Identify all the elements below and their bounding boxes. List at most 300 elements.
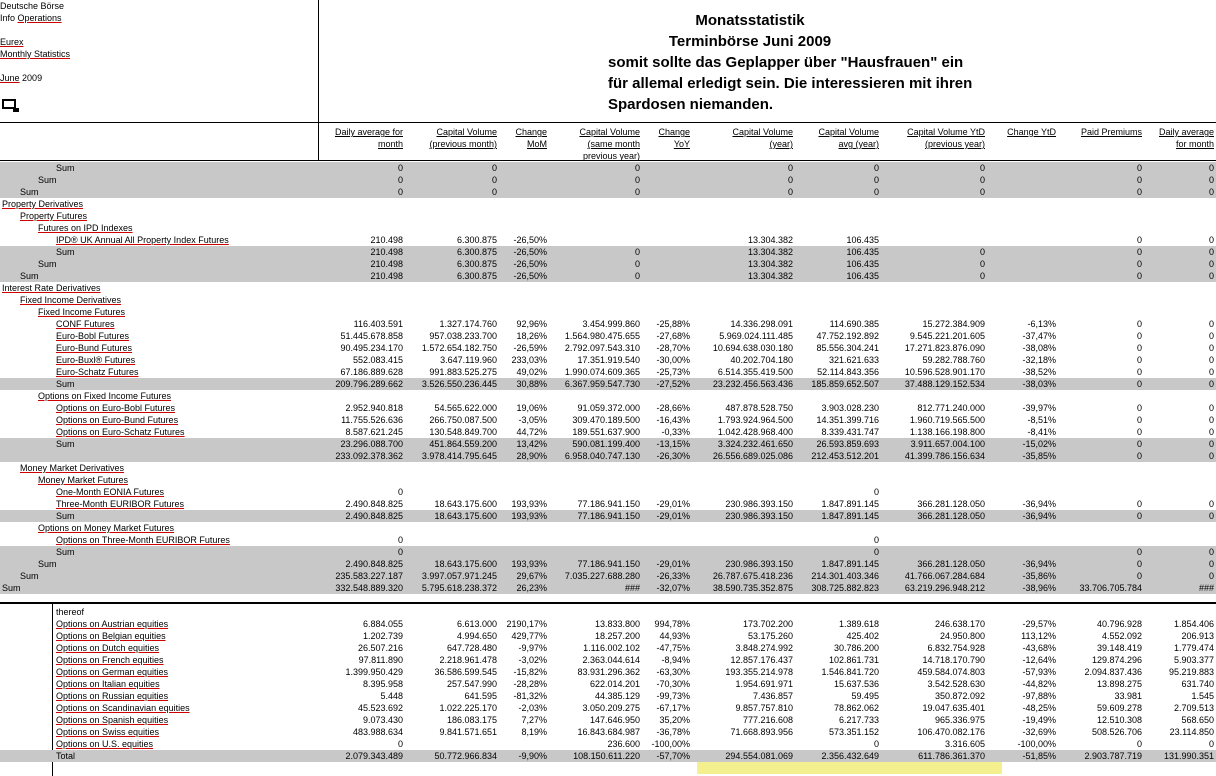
column-header: [881, 126, 985, 150]
cell-value: 0: [1208, 259, 1214, 269]
org-name: Deutsche Börse: [0, 1, 65, 11]
cell-value: 0: [787, 175, 793, 185]
cell-value: -70,30%: [656, 679, 690, 689]
cell-value: 209.796.289.662: [335, 379, 403, 389]
table-row: [0, 498, 1216, 510]
row-label: Sum: [20, 571, 39, 581]
cell-value: 18.643.175.600: [434, 559, 497, 569]
cell-value: 647.728.480: [446, 643, 497, 653]
cell-value: 210.498: [370, 259, 403, 269]
row-label[interactable]: Euro-Buxl® Futures: [56, 355, 136, 365]
cell-value: 2.490.848.825: [345, 559, 403, 569]
table-row: [0, 210, 1216, 222]
row-label[interactable]: Options on Money Market Futures: [38, 523, 175, 533]
cell-value: -26,59%: [513, 343, 547, 353]
cell-value: 0: [1136, 259, 1142, 269]
cell-value: 366.281.128.050: [917, 511, 985, 521]
row-label[interactable]: Property Derivatives: [2, 199, 84, 209]
cell-value: 0: [1208, 271, 1214, 281]
row-label[interactable]: Options on Scandinavian equities: [56, 703, 190, 713]
cell-value: 0: [491, 175, 497, 185]
cell-value: 0: [634, 247, 640, 257]
cell-value: 366.281.128.050: [917, 559, 985, 569]
cell-value: 0: [979, 259, 985, 269]
cell-value: -100,00%: [651, 739, 690, 749]
cell-value: 193,93%: [511, 559, 547, 569]
row-label[interactable]: IPD® UK Annual All Property Index Futures: [56, 235, 229, 245]
cell-value: 6.300.875: [456, 271, 497, 281]
cell-value: 0: [873, 187, 879, 197]
title-line-5: Spardosen niemanden.: [608, 96, 774, 113]
cell-value: 2.903.787.719: [1084, 751, 1142, 761]
cell-value: 6.217.733: [838, 715, 879, 725]
cell-value: 8,19%: [521, 727, 547, 737]
table-row: [0, 414, 1216, 426]
cell-value: 0: [1136, 355, 1142, 365]
cell-value: 33.981: [1114, 691, 1142, 701]
table-row: [0, 174, 1216, 186]
cell-value: 0: [397, 739, 403, 749]
table-row: [0, 534, 1216, 546]
row-label[interactable]: Euro-Bobl Futures: [56, 331, 130, 341]
cell-value: 0: [1136, 415, 1142, 425]
cell-value: 0: [1136, 427, 1142, 437]
cell-value: 0: [1136, 343, 1142, 353]
cell-value: 13.304.382: [747, 235, 793, 245]
table-row: [0, 186, 1216, 198]
table-row: [0, 630, 1216, 642]
cell-value: 114.690.385: [829, 319, 879, 329]
row-label[interactable]: Options on French equities: [56, 655, 164, 665]
cell-value: 40.796.928: [1096, 619, 1142, 629]
cell-value: 0: [1136, 247, 1142, 257]
cell-value: 0: [1208, 403, 1214, 413]
header-rule-top: [0, 122, 1216, 123]
cell-value: 0: [491, 187, 497, 197]
cell-value: -48,25%: [1022, 703, 1056, 713]
row-label[interactable]: Futures on IPD Indexes: [38, 223, 133, 233]
cell-value: 2.490.848.825: [345, 511, 403, 521]
row-label[interactable]: Options on German equities: [56, 667, 169, 677]
cell-value: 5.795.618.238.372: [421, 583, 497, 593]
cell-value: 1.990.074.609.365: [564, 367, 640, 377]
cell-value: 1.546.841.720: [821, 667, 879, 677]
table-row: [0, 438, 1216, 450]
cell-value: 631.740: [1181, 679, 1214, 689]
cell-value: 50.772.966.834: [434, 751, 497, 761]
monthly-statistics-label[interactable]: Monthly Statistics: [0, 49, 71, 59]
row-label[interactable]: Fixed Income Derivatives: [20, 295, 122, 305]
cell-value: 1.564.980.475.655: [564, 331, 640, 341]
row-label[interactable]: Options on Three-Month EURIBOR Futures: [56, 535, 230, 545]
cell-value: 0: [1136, 187, 1142, 197]
cell-value: 429,77%: [511, 631, 547, 641]
cell-value: 0: [1136, 319, 1142, 329]
column-header-line: Capital Volume: [436, 127, 497, 137]
table-row: [0, 726, 1216, 738]
cell-value: 13.833.800: [594, 619, 640, 629]
cell-value: -35,85%: [1022, 451, 1056, 461]
cell-value: 257.547.990: [446, 679, 497, 689]
cell-value: 1.847.891.145: [821, 499, 879, 509]
cell-value: 0: [1208, 247, 1214, 257]
cell-value: 1.545: [1191, 691, 1214, 701]
left-header: [0, 0, 318, 122]
cell-value: 47.752.192.892: [816, 331, 879, 341]
row-label: Sum: [56, 379, 75, 389]
column-header-line: MoM: [527, 139, 547, 149]
cell-value: 8.395.958: [362, 679, 403, 689]
cell-value: 6.300.875: [456, 259, 497, 269]
table-row: [0, 378, 1216, 390]
cell-value: -38,52%: [1022, 367, 1056, 377]
row-label: Sum: [38, 175, 57, 185]
eurex-label[interactable]: Eurex: [0, 37, 24, 47]
cell-value: -38,08%: [1022, 343, 1056, 353]
cell-value: 116.403.591: [353, 319, 403, 329]
table-row: [0, 522, 1216, 534]
cell-value: 206.913: [1181, 631, 1214, 641]
row-label: Sum: [2, 583, 21, 593]
table-row: [0, 546, 1216, 558]
cell-value: 1.854.406: [1173, 619, 1214, 629]
cell-value: 7.035.227.688.280: [564, 571, 640, 581]
row-label: Sum: [56, 163, 75, 173]
cell-value: 3.316.605: [944, 739, 985, 749]
table-row: [0, 618, 1216, 630]
row-label[interactable]: Property Futures: [20, 211, 88, 221]
cell-value: -81,32%: [513, 691, 547, 701]
cell-value: 459.584.074.803: [917, 667, 985, 677]
cell-value: 35,20%: [659, 715, 690, 725]
cell-value: -30,00%: [656, 355, 690, 365]
column-header-line: Change YtD: [1007, 127, 1056, 137]
row-label: Sum: [56, 547, 75, 557]
table-row: [0, 702, 1216, 714]
cell-value: 321.621.633: [828, 355, 879, 365]
print-icon[interactable]: [2, 98, 20, 114]
cell-value: 0: [1208, 367, 1214, 377]
column-header: [642, 126, 690, 150]
thereof-label: thereof: [56, 607, 85, 617]
table-row: [0, 750, 1216, 762]
row-label[interactable]: Options on Fixed Income Futures: [38, 391, 172, 401]
cell-value: 0: [1136, 367, 1142, 377]
cell-value: -26,50%: [513, 271, 547, 281]
table-row: [0, 678, 1216, 690]
cell-value: -37,47%: [1022, 331, 1056, 341]
cell-value: 210.498: [370, 271, 403, 281]
row-label[interactable]: Money Market Futures: [38, 475, 129, 485]
row-label[interactable]: Options on Euro-Bund Futures: [56, 415, 179, 425]
row-label[interactable]: Options on Euro-Bobl Futures: [56, 403, 176, 413]
title-block: [600, 10, 1020, 115]
cell-value: 26,23%: [516, 583, 547, 593]
cell-value: 965.336.975: [934, 715, 985, 725]
cell-value: 10.694.638.030.180: [712, 343, 793, 353]
row-label[interactable]: Euro-Schatz Futures: [56, 367, 139, 377]
cell-value: 0: [1208, 235, 1214, 245]
table-row: [0, 450, 1216, 462]
cell-value: 147.646.950: [589, 715, 640, 725]
row-label[interactable]: Three-Month EURIBOR Futures: [56, 499, 185, 509]
cell-value: -28,66%: [656, 403, 690, 413]
cell-value: -26,50%: [513, 247, 547, 257]
cell-value: 308.725.882.823: [811, 583, 879, 593]
cell-value: 5.969.024.111.485: [719, 331, 793, 341]
table-row: [0, 258, 1216, 270]
cell-value: 0: [634, 271, 640, 281]
table-row: [0, 510, 1216, 522]
row-label[interactable]: CONF Futures: [56, 319, 115, 329]
cell-value: 0: [1208, 319, 1214, 329]
table-row: [0, 426, 1216, 438]
cell-value: 17.271.823.876.090: [904, 343, 985, 353]
cell-value: -32,07%: [656, 583, 690, 593]
cell-value: 129.874.296: [1091, 655, 1142, 665]
cell-value: 83.931.296.362: [577, 667, 640, 677]
cell-value: 3.526.550.236.445: [421, 379, 497, 389]
row-label[interactable]: Options on Dutch equities: [56, 643, 160, 653]
cell-value: 39.148.419: [1096, 643, 1142, 653]
cell-value: 3.647.119.960: [440, 355, 497, 365]
row-label[interactable]: Options on Russian equities: [56, 691, 169, 701]
cell-value: 210.498: [370, 235, 403, 245]
cell-value: 0: [1208, 163, 1214, 173]
cell-value: 14.718.170.790: [922, 655, 985, 665]
row-label[interactable]: Interest Rate Derivatives: [2, 283, 101, 293]
table-row: [0, 654, 1216, 666]
cell-value: 573.351.152: [828, 727, 879, 737]
cell-value: 777.216.608: [742, 715, 793, 725]
title-line-1: Monatsstatistik: [695, 12, 805, 29]
cell-value: 106.435: [846, 247, 879, 257]
cell-value: 193,93%: [511, 511, 547, 521]
cell-value: 210.498: [370, 247, 403, 257]
cell-value: 233,03%: [511, 355, 547, 365]
row-label[interactable]: Euro-Bund Futures: [56, 343, 133, 353]
cell-value: 3.997.057.971.245: [421, 571, 497, 581]
row-label[interactable]: Options on Spanish equities: [56, 715, 169, 725]
cell-value: 0: [1136, 571, 1142, 581]
cell-value: 30,88%: [516, 379, 547, 389]
cell-value: 0: [634, 175, 640, 185]
cell-value: 0: [1136, 403, 1142, 413]
table-row: [0, 402, 1216, 414]
cell-value: 71.668.893.956: [730, 727, 793, 737]
cell-value: 40.202.704.180: [730, 355, 793, 365]
cell-value: 41.399.786.156.634: [904, 451, 985, 461]
cell-value: 0: [634, 163, 640, 173]
cell-value: 0: [1136, 511, 1142, 521]
cell-value: 12.857.176.437: [730, 655, 793, 665]
cell-value: 1.954.691.971: [735, 679, 793, 689]
cell-value: -44,82%: [1022, 679, 1056, 689]
cell-value: 2.363.044.614: [582, 655, 640, 665]
cell-value: 0: [979, 247, 985, 257]
cell-value: -32,18%: [1022, 355, 1056, 365]
cell-value: 18.257.200: [594, 631, 640, 641]
cell-value: 63.219.296.948.212: [904, 583, 985, 593]
section-separator: [0, 602, 1216, 604]
table-row: [0, 270, 1216, 282]
cell-value: 6.832.754.928: [927, 643, 985, 653]
cell-value: 214.301.403.346: [811, 571, 879, 581]
cell-value: -43,68%: [1022, 643, 1056, 653]
cell-value: 0: [873, 487, 879, 497]
cell-value: -99,73%: [656, 691, 690, 701]
cell-value: 37.488.129.152.534: [904, 379, 985, 389]
cell-value: -3,02%: [518, 655, 547, 665]
cell-value: 0: [397, 163, 403, 173]
row-label[interactable]: Options on Italian equities: [56, 679, 160, 689]
cell-value: 230.986.393.150: [725, 499, 793, 509]
cell-value: 1.042.428.968.400: [717, 427, 793, 437]
cell-value: 1.793.924.964.500: [717, 415, 793, 425]
cell-value: 2.079.343.489: [345, 751, 403, 761]
cell-value: 0: [979, 271, 985, 281]
cell-value: 11.755.526.636: [341, 415, 403, 425]
cell-value: 108.150.611.220: [573, 751, 640, 761]
column-header-line: Capital Volume: [818, 127, 879, 137]
thereof-row: [0, 606, 1216, 618]
cell-value: 1.138.166.198.800: [909, 427, 985, 437]
cell-value: 0: [979, 187, 985, 197]
cell-value: 16.843.684.987: [577, 727, 640, 737]
cell-value: 19.047.635.401: [922, 703, 985, 713]
cell-value: 0: [1136, 451, 1142, 461]
cell-value: 4.994.650: [456, 631, 497, 641]
column-header-line: for month: [1175, 139, 1214, 149]
statistics-table: [0, 162, 1216, 594]
cell-value: 106.435: [846, 235, 879, 245]
cell-value: -36,94%: [1022, 559, 1056, 569]
cell-value: -100,00%: [1017, 739, 1056, 749]
cell-value: -26,33%: [656, 571, 690, 581]
cell-value: -3,05%: [518, 415, 547, 425]
column-header-line: Daily average: [1158, 127, 1214, 137]
table-row: [0, 390, 1216, 402]
cell-value: 106.435: [846, 271, 879, 281]
cell-value: -9,97%: [518, 643, 547, 653]
cell-value: 3.324.232.461.650: [717, 439, 793, 449]
cell-value: 10.596.528.901.170: [904, 367, 985, 377]
row-label[interactable]: Options on Austrian equities: [56, 619, 169, 629]
cell-value: 38.590.735.352.875: [712, 583, 793, 593]
cell-value: 30.786.200: [833, 643, 879, 653]
title-line-4: für allemal erledigt sein. Die interessieren mit ihren: [608, 75, 973, 92]
cell-value: -6,13%: [1027, 319, 1056, 329]
cell-value: 0: [1208, 175, 1214, 185]
row-label[interactable]: One-Month EONIA Futures: [56, 487, 165, 497]
cell-value: 186.083.175: [446, 715, 497, 725]
cell-value: 622.014.201: [589, 679, 640, 689]
table-row: [0, 738, 1216, 750]
cell-value: 0: [979, 175, 985, 185]
cell-value: 15.272.384.909: [922, 319, 985, 329]
cell-value: 77.186.941.150: [577, 499, 640, 509]
table-row: [0, 366, 1216, 378]
cell-value: 5.903.377: [1173, 655, 1214, 665]
period-label: June 2009: [0, 73, 43, 83]
cell-value: 13.898.275: [1096, 679, 1142, 689]
cell-value: 2.094.837.436: [1084, 667, 1142, 677]
cell-value: 0: [634, 259, 640, 269]
cell-value: 487.878.528.750: [725, 403, 793, 413]
cell-value: 0: [1136, 163, 1142, 173]
cell-value: 7,27%: [521, 715, 547, 725]
cell-value: 1.779.474: [1173, 643, 1214, 653]
table-row: [0, 330, 1216, 342]
cell-value: 2.218.961.478: [439, 655, 497, 665]
cell-value: 2.792.097.543.310: [564, 343, 640, 353]
cell-value: -36,94%: [1022, 499, 1056, 509]
cell-value: 483.988.634: [352, 727, 403, 737]
table-row: [0, 570, 1216, 582]
row-label: Sum: [56, 247, 75, 257]
row-label[interactable]: Options on U.S. equities: [56, 739, 154, 749]
operations-link[interactable]: Operations: [17, 13, 62, 23]
cell-value: 641.595: [464, 691, 497, 701]
cell-value: 0: [491, 163, 497, 173]
row-label[interactable]: Options on Belgian equities: [56, 631, 166, 641]
cell-value: 3.978.414.795.645: [421, 451, 497, 461]
cell-value: 4.552.092: [1101, 631, 1142, 641]
row-shading: [0, 546, 1216, 558]
cell-value: -29,01%: [656, 511, 690, 521]
cell-value: 0: [1136, 499, 1142, 509]
cell-value: 26.556.689.025.086: [712, 451, 793, 461]
row-label: Sum: [56, 511, 75, 521]
column-header: [407, 126, 497, 150]
cell-value: 0: [1136, 547, 1142, 557]
cell-value: 13.304.382: [747, 247, 793, 257]
column-header-line: YoY: [673, 139, 690, 149]
row-label[interactable]: Options on Swiss equities: [56, 727, 160, 737]
cell-value: -36,94%: [1022, 511, 1056, 521]
table-row: [0, 246, 1216, 258]
row-label[interactable]: Options on Euro-Schatz Futures: [56, 427, 185, 437]
cell-value: 53.175.260: [747, 631, 793, 641]
table-row: [0, 462, 1216, 474]
cell-value: 1.389.618: [838, 619, 879, 629]
title-line-2: Terminbörse Juni 2009: [668, 33, 832, 50]
row-label[interactable]: Money Market Derivatives: [20, 463, 125, 473]
cell-value: 0: [1208, 511, 1214, 521]
cell-value: 957.038.233.700: [429, 331, 497, 341]
cell-value: 1.202.739: [362, 631, 403, 641]
cell-value: 13.304.382: [747, 259, 793, 269]
cell-value: 23.232.456.563.436: [712, 379, 793, 389]
cell-value: 0: [1208, 379, 1214, 389]
column-header-line: (year): [769, 139, 793, 149]
cell-value: 0: [397, 535, 403, 545]
cell-value: -8,94%: [661, 655, 690, 665]
cell-value: 18.643.175.600: [434, 499, 497, 509]
cell-value: 173.702.200: [742, 619, 793, 629]
column-header-line: Change: [658, 127, 690, 137]
cell-value: 0: [1136, 235, 1142, 245]
cell-value: 0: [397, 547, 403, 557]
cell-value: 106.435: [846, 259, 879, 269]
cell-value: 8.339.431.747: [821, 427, 879, 437]
table-row: [0, 474, 1216, 486]
cell-value: 3.542.528.630: [927, 679, 985, 689]
row-label[interactable]: Fixed Income Futures: [38, 307, 126, 317]
cell-value: 1.847.891.145: [821, 559, 879, 569]
cell-value: 6.958.040.747.130: [564, 451, 640, 461]
cell-value: 9.857.757.810: [735, 703, 793, 713]
